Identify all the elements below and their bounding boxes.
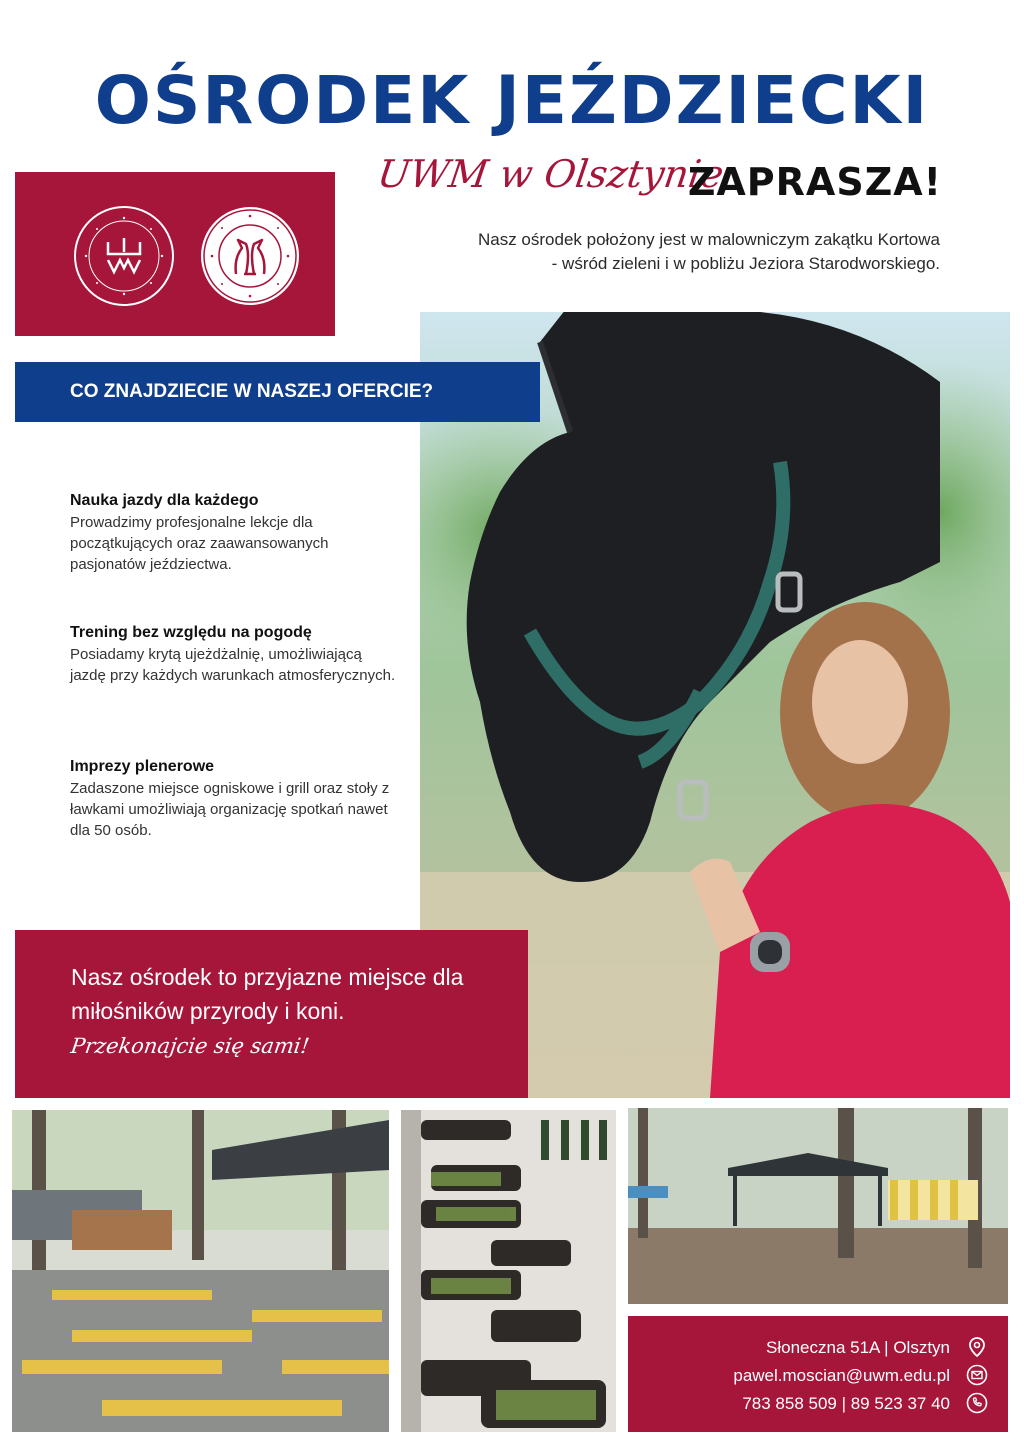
contact-email[interactable]: pawel.moscian@uwm.edu.pl bbox=[733, 1366, 950, 1385]
photo-gazebo bbox=[628, 1108, 1008, 1304]
contact-address: Słoneczna 51A | Olsztyn bbox=[766, 1338, 950, 1357]
quote-panel bbox=[15, 930, 528, 1098]
intro-text bbox=[340, 228, 940, 276]
feature-indoor-arena bbox=[70, 622, 400, 686]
contact-panel bbox=[628, 1316, 1008, 1432]
quote-text: Nasz ośrodek to przyjazne miejsce dla miłośników przyrody i koni. bbox=[71, 964, 464, 1024]
feature-outdoor-events bbox=[70, 756, 400, 841]
contact-phones[interactable]: 783 858 509 | 89 523 37 40 bbox=[742, 1394, 950, 1413]
page-title: OŚRODEK JEŹDZIECKI bbox=[94, 62, 930, 139]
photo-picnic-area bbox=[12, 1110, 389, 1432]
gazebo-illustration bbox=[628, 1108, 1008, 1304]
location-pin-icon bbox=[966, 1336, 988, 1358]
feature-text: Zadaszone miejsce ogniskowe i grill oraz stoły z ławkami umożliwiają organizację spotkań nawet dla 50 osób. bbox=[70, 780, 390, 839]
feature-title: Trening bez względu na pogodę bbox=[70, 624, 312, 641]
feature-title: Imprezy plenerowe bbox=[70, 758, 215, 775]
university-seal-logo bbox=[72, 204, 176, 308]
quote-script: Przekonajcie się sami! bbox=[69, 1034, 311, 1058]
phone-icon bbox=[966, 1392, 988, 1414]
subtitle bbox=[370, 150, 950, 210]
subtitle-bold: ZAPRASZA! bbox=[687, 160, 942, 204]
intro-line-1: Nasz ośrodek położony jest w malowniczym zakątku Kortowa bbox=[477, 230, 940, 249]
catering-illustration bbox=[401, 1110, 616, 1432]
intro-line-2: - wśród zieleni i w pobliżu Jeziora Starodworskiego. bbox=[551, 254, 940, 273]
feature-text: Prowadzimy profesjonalne lekcje dla początkujących oraz zaawansowanych pasjonatów jeździectwa. bbox=[70, 514, 329, 573]
envelope-icon bbox=[966, 1364, 988, 1386]
offer-banner: CO ZNAJDZIECIE W NASZEJ OFERCIE? bbox=[15, 362, 540, 422]
faculty-seal-logo bbox=[198, 204, 302, 308]
picnic-area-illustration bbox=[12, 1110, 389, 1432]
subtitle-script: UWM w Olsztynie bbox=[374, 152, 727, 196]
photo-catering-buffet bbox=[401, 1110, 616, 1432]
feature-title: Nauka jazdy dla każdego bbox=[70, 492, 259, 509]
feature-riding-lessons bbox=[70, 490, 400, 575]
feature-text: Posiadamy krytą ujeżdżalnię, umożliwiającą jazdę przy każdych warunkach atmosferycznych. bbox=[70, 646, 396, 684]
logo-panel bbox=[15, 172, 335, 336]
